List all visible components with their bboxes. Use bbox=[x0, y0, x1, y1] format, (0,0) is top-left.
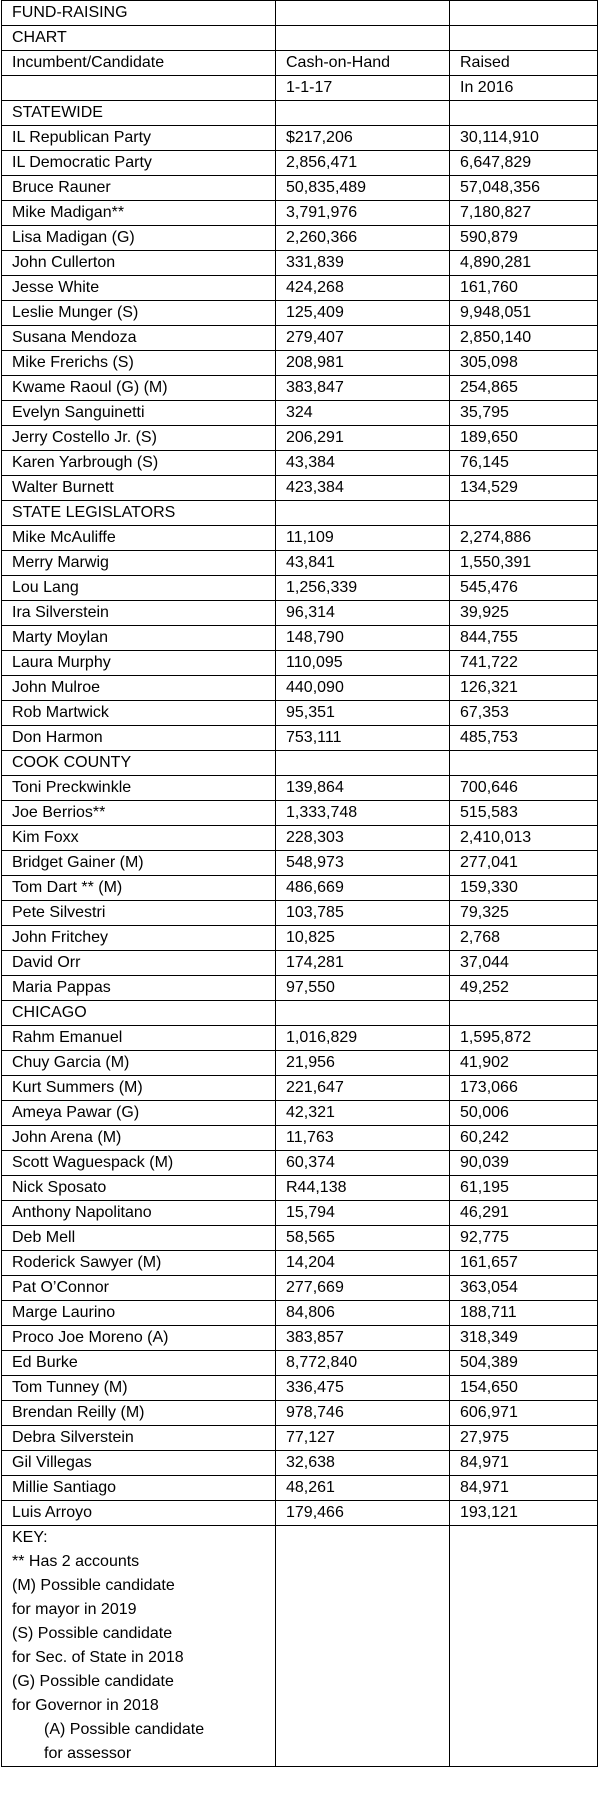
candidate-name-cell: Nick Sposato bbox=[2, 1176, 276, 1201]
raised-cell: 61,195 bbox=[450, 1176, 598, 1201]
table-row bbox=[2, 1351, 598, 1376]
candidate-name-cell: Don Harmon bbox=[2, 726, 276, 751]
cash-on-hand-cell: 336,475 bbox=[276, 1376, 450, 1401]
header-empty-cell bbox=[450, 26, 598, 51]
column-header-row-2 bbox=[2, 76, 598, 101]
candidate-name-cell: Rob Martwick bbox=[2, 701, 276, 726]
candidate-name-cell: Gil Villegas bbox=[2, 1451, 276, 1476]
raised-cell: 741,722 bbox=[450, 651, 598, 676]
table-row bbox=[2, 1451, 598, 1476]
key-line: for assessor bbox=[44, 1745, 132, 1762]
candidate-name-cell: Marge Laurino bbox=[2, 1301, 276, 1326]
table-row bbox=[2, 726, 598, 751]
cash-on-hand-cell: 548,973 bbox=[276, 851, 450, 876]
raised-cell: 4,890,281 bbox=[450, 251, 598, 276]
cash-on-hand-cell: 486,669 bbox=[276, 876, 450, 901]
section-empty-cell bbox=[450, 501, 598, 526]
candidate-name-cell: Laura Murphy bbox=[2, 651, 276, 676]
section-title: STATEWIDE bbox=[2, 101, 276, 126]
table-row bbox=[2, 651, 598, 676]
table-row bbox=[2, 1301, 598, 1326]
raised-cell: 188,711 bbox=[450, 1301, 598, 1326]
cash-on-hand-cell: 277,669 bbox=[276, 1276, 450, 1301]
candidate-name-cell: Debra Silverstein bbox=[2, 1426, 276, 1451]
table-row bbox=[2, 1326, 598, 1351]
raised-cell: 485,753 bbox=[450, 726, 598, 751]
cash-on-hand-cell: 139,864 bbox=[276, 776, 450, 801]
raised-cell: 700,646 bbox=[450, 776, 598, 801]
table-row bbox=[2, 226, 598, 251]
candidate-name-cell: Rahm Emanuel bbox=[2, 1026, 276, 1051]
table-row bbox=[2, 1126, 598, 1151]
candidate-name-cell: David Orr bbox=[2, 951, 276, 976]
cash-on-hand-cell: 440,090 bbox=[276, 676, 450, 701]
candidate-name-cell: Millie Santiago bbox=[2, 1476, 276, 1501]
key-empty-cell bbox=[450, 1526, 598, 1767]
candidate-name-cell: John Mulroe bbox=[2, 676, 276, 701]
candidate-name-cell: Kurt Summers (M) bbox=[2, 1076, 276, 1101]
cash-on-hand-cell: 228,303 bbox=[276, 826, 450, 851]
table-row bbox=[2, 526, 598, 551]
raised-cell: 2,410,013 bbox=[450, 826, 598, 851]
section-empty-cell bbox=[276, 751, 450, 776]
cash-on-hand-cell: 279,407 bbox=[276, 326, 450, 351]
column-header-name: Incumbent/Candidate bbox=[2, 51, 276, 76]
candidate-name-cell: Luis Arroyo bbox=[2, 1501, 276, 1526]
table-row bbox=[2, 926, 598, 951]
cash-on-hand-cell: 179,466 bbox=[276, 1501, 450, 1526]
section-empty-cell bbox=[276, 501, 450, 526]
raised-cell: 1,550,391 bbox=[450, 551, 598, 576]
raised-cell: 134,529 bbox=[450, 476, 598, 501]
candidate-name-cell: Roderick Sawyer (M) bbox=[2, 1251, 276, 1276]
cash-on-hand-cell: 11,109 bbox=[276, 526, 450, 551]
table-row bbox=[2, 701, 598, 726]
table-row bbox=[2, 1426, 598, 1451]
cash-on-hand-cell: 110,095 bbox=[276, 651, 450, 676]
key-line: for mayor in 2019 bbox=[12, 1601, 137, 1618]
cash-on-hand-cell: $217,206 bbox=[276, 126, 450, 151]
cash-on-hand-cell: 208,981 bbox=[276, 351, 450, 376]
raised-cell: 84,971 bbox=[450, 1476, 598, 1501]
table-row bbox=[2, 1151, 598, 1176]
table-row bbox=[2, 601, 598, 626]
raised-cell: 193,121 bbox=[450, 1501, 598, 1526]
candidate-name-cell: Susana Mendoza bbox=[2, 326, 276, 351]
cash-on-hand-cell: 753,111 bbox=[276, 726, 450, 751]
raised-cell: 84,971 bbox=[450, 1451, 598, 1476]
raised-cell: 277,041 bbox=[450, 851, 598, 876]
cash-on-hand-cell: 43,841 bbox=[276, 551, 450, 576]
raised-cell: 27,975 bbox=[450, 1426, 598, 1451]
cash-on-hand-cell: 978,746 bbox=[276, 1401, 450, 1426]
raised-cell: 41,902 bbox=[450, 1051, 598, 1076]
candidate-name-cell: Kwame Raoul (G) (M) bbox=[2, 376, 276, 401]
section-empty-cell bbox=[450, 1001, 598, 1026]
candidate-name-cell: Scott Waguespack (M) bbox=[2, 1151, 276, 1176]
raised-cell: 9,948,051 bbox=[450, 301, 598, 326]
raised-cell: 37,044 bbox=[450, 951, 598, 976]
raised-cell: 7,180,827 bbox=[450, 201, 598, 226]
raised-cell: 67,353 bbox=[450, 701, 598, 726]
section-empty-cell bbox=[276, 101, 450, 126]
table-body bbox=[2, 1, 598, 1767]
candidate-name-cell: Ed Burke bbox=[2, 1351, 276, 1376]
key-line: (S) Possible candidate bbox=[12, 1625, 173, 1642]
key-line: (G) Possible candidate bbox=[12, 1673, 174, 1690]
cash-on-hand-cell: 58,565 bbox=[276, 1226, 450, 1251]
candidate-name-cell: John Arena (M) bbox=[2, 1126, 276, 1151]
table-row bbox=[2, 801, 598, 826]
key-line: for Sec. of State in 2018 bbox=[12, 1649, 184, 1666]
cash-on-hand-cell: 174,281 bbox=[276, 951, 450, 976]
section-empty-cell bbox=[450, 101, 598, 126]
raised-cell: 2,274,886 bbox=[450, 526, 598, 551]
raised-cell: 1,595,872 bbox=[450, 1026, 598, 1051]
section-empty-cell bbox=[276, 1001, 450, 1026]
candidate-name-cell: Ira Silverstein bbox=[2, 601, 276, 626]
cash-on-hand-cell: 1,016,829 bbox=[276, 1026, 450, 1051]
chart-title-line2: CHART bbox=[2, 26, 276, 51]
cash-on-hand-cell: 221,647 bbox=[276, 1076, 450, 1101]
column-header-cash-date: 1-1-17 bbox=[276, 76, 450, 101]
raised-cell: 2,850,140 bbox=[450, 326, 598, 351]
cash-on-hand-cell: 11,763 bbox=[276, 1126, 450, 1151]
header-title-row-2 bbox=[2, 26, 598, 51]
cash-on-hand-cell: 77,127 bbox=[276, 1426, 450, 1451]
candidate-name-cell: Chuy Garcia (M) bbox=[2, 1051, 276, 1076]
table-row bbox=[2, 276, 598, 301]
raised-cell: 305,098 bbox=[450, 351, 598, 376]
cash-on-hand-cell: 331,839 bbox=[276, 251, 450, 276]
raised-cell: 545,476 bbox=[450, 576, 598, 601]
cash-on-hand-cell: 383,857 bbox=[276, 1326, 450, 1351]
key-row bbox=[2, 1526, 598, 1767]
cash-on-hand-cell: 1,333,748 bbox=[276, 801, 450, 826]
cash-on-hand-cell: 84,806 bbox=[276, 1301, 450, 1326]
cash-on-hand-cell: R44,138 bbox=[276, 1176, 450, 1201]
cash-on-hand-cell: 96,314 bbox=[276, 601, 450, 626]
candidate-name-cell: Kim Foxx bbox=[2, 826, 276, 851]
table-row bbox=[2, 1251, 598, 1276]
column-header-raised-year: In 2016 bbox=[450, 76, 598, 101]
cash-on-hand-cell: 1,256,339 bbox=[276, 576, 450, 601]
cash-on-hand-cell: 324 bbox=[276, 401, 450, 426]
section-header-row bbox=[2, 751, 598, 776]
candidate-name-cell: Anthony Napolitano bbox=[2, 1201, 276, 1226]
raised-cell: 79,325 bbox=[450, 901, 598, 926]
raised-cell: 504,389 bbox=[450, 1351, 598, 1376]
key-line: KEY: bbox=[12, 1529, 48, 1546]
table-row bbox=[2, 826, 598, 851]
header-empty-cell bbox=[276, 26, 450, 51]
raised-cell: 606,971 bbox=[450, 1401, 598, 1426]
section-title: COOK COUNTY bbox=[2, 751, 276, 776]
candidate-name-cell: Pat O’Connor bbox=[2, 1276, 276, 1301]
raised-cell: 161,760 bbox=[450, 276, 598, 301]
candidate-name-cell: Bruce Rauner bbox=[2, 176, 276, 201]
section-title: STATE LEGISLATORS bbox=[2, 501, 276, 526]
raised-cell: 35,795 bbox=[450, 401, 598, 426]
table-row bbox=[2, 1376, 598, 1401]
table-row bbox=[2, 1276, 598, 1301]
table-row bbox=[2, 976, 598, 1001]
table-row bbox=[2, 476, 598, 501]
section-header-row bbox=[2, 101, 598, 126]
table-row bbox=[2, 1401, 598, 1426]
table-row bbox=[2, 776, 598, 801]
header-empty-cell bbox=[276, 1, 450, 26]
cash-on-hand-cell: 97,550 bbox=[276, 976, 450, 1001]
table-row bbox=[2, 126, 598, 151]
table-row bbox=[2, 1051, 598, 1076]
chart-title-line1: FUND-RAISING bbox=[2, 1, 276, 26]
raised-cell: 173,066 bbox=[450, 1076, 598, 1101]
key-line: ** Has 2 accounts bbox=[12, 1553, 140, 1570]
table-row bbox=[2, 1101, 598, 1126]
candidate-name-cell: IL Democratic Party bbox=[2, 151, 276, 176]
section-empty-cell bbox=[450, 751, 598, 776]
raised-cell: 126,321 bbox=[450, 676, 598, 701]
section-title: CHICAGO bbox=[2, 1001, 276, 1026]
raised-cell: 318,349 bbox=[450, 1326, 598, 1351]
table-row bbox=[2, 876, 598, 901]
raised-cell: 57,048,356 bbox=[450, 176, 598, 201]
raised-cell: 39,925 bbox=[450, 601, 598, 626]
candidate-name-cell: Mike McAuliffe bbox=[2, 526, 276, 551]
candidate-name-cell: Merry Marwig bbox=[2, 551, 276, 576]
candidate-name-cell: John Cullerton bbox=[2, 251, 276, 276]
candidate-name-cell: Toni Preckwinkle bbox=[2, 776, 276, 801]
raised-cell: 154,650 bbox=[450, 1376, 598, 1401]
raised-cell: 844,755 bbox=[450, 626, 598, 651]
cash-on-hand-cell: 10,825 bbox=[276, 926, 450, 951]
candidate-name-cell: Mike Madigan** bbox=[2, 201, 276, 226]
column-header-row bbox=[2, 51, 598, 76]
table-row bbox=[2, 901, 598, 926]
table-row bbox=[2, 426, 598, 451]
candidate-name-cell: Jerry Costello Jr. (S) bbox=[2, 426, 276, 451]
raised-cell: 515,583 bbox=[450, 801, 598, 826]
fund-raising-table bbox=[1, 0, 598, 1767]
header-title-row bbox=[2, 1, 598, 26]
candidate-name-cell: Leslie Munger (S) bbox=[2, 301, 276, 326]
candidate-name-cell: IL Republican Party bbox=[2, 126, 276, 151]
table-row bbox=[2, 951, 598, 976]
candidate-name-cell: Tom Dart ** (M) bbox=[2, 876, 276, 901]
candidate-name-cell: Marty Moylan bbox=[2, 626, 276, 651]
candidate-name-cell: Evelyn Sanguinetti bbox=[2, 401, 276, 426]
cash-on-hand-cell: 423,384 bbox=[276, 476, 450, 501]
key-legend bbox=[2, 1526, 276, 1767]
section-header-row bbox=[2, 501, 598, 526]
cash-on-hand-cell: 95,351 bbox=[276, 701, 450, 726]
raised-cell: 60,242 bbox=[450, 1126, 598, 1151]
cash-on-hand-cell: 60,374 bbox=[276, 1151, 450, 1176]
key-line: (M) Possible candidate bbox=[12, 1577, 175, 1594]
cash-on-hand-cell: 21,956 bbox=[276, 1051, 450, 1076]
table-row bbox=[2, 1026, 598, 1051]
table-row bbox=[2, 1226, 598, 1251]
key-line: (A) Possible candidate bbox=[44, 1721, 205, 1738]
table-row bbox=[2, 1501, 598, 1526]
candidate-name-cell: Joe Berrios** bbox=[2, 801, 276, 826]
table-row bbox=[2, 676, 598, 701]
table-row bbox=[2, 151, 598, 176]
cash-on-hand-cell: 50,835,489 bbox=[276, 176, 450, 201]
cash-on-hand-cell: 383,847 bbox=[276, 376, 450, 401]
raised-cell: 76,145 bbox=[450, 451, 598, 476]
cash-on-hand-cell: 43,384 bbox=[276, 451, 450, 476]
raised-cell: 90,039 bbox=[450, 1151, 598, 1176]
column-header-raised: Raised bbox=[450, 51, 598, 76]
cash-on-hand-cell: 2,856,471 bbox=[276, 151, 450, 176]
raised-cell: 159,330 bbox=[450, 876, 598, 901]
table-row bbox=[2, 1201, 598, 1226]
candidate-name-cell: Mike Frerichs (S) bbox=[2, 351, 276, 376]
candidate-name-cell: Walter Burnett bbox=[2, 476, 276, 501]
raised-cell: 6,647,829 bbox=[450, 151, 598, 176]
candidate-name-cell: Lou Lang bbox=[2, 576, 276, 601]
table-row bbox=[2, 451, 598, 476]
raised-cell: 363,054 bbox=[450, 1276, 598, 1301]
raised-cell: 49,252 bbox=[450, 976, 598, 1001]
candidate-name-cell: Lisa Madigan (G) bbox=[2, 226, 276, 251]
table-row bbox=[2, 201, 598, 226]
raised-cell: 46,291 bbox=[450, 1201, 598, 1226]
candidate-name-cell: Jesse White bbox=[2, 276, 276, 301]
raised-cell: 590,879 bbox=[450, 226, 598, 251]
key-line: for Governor in 2018 bbox=[12, 1697, 159, 1714]
raised-cell: 189,650 bbox=[450, 426, 598, 451]
cash-on-hand-cell: 424,268 bbox=[276, 276, 450, 301]
cash-on-hand-cell: 148,790 bbox=[276, 626, 450, 651]
table-row bbox=[2, 176, 598, 201]
cash-on-hand-cell: 103,785 bbox=[276, 901, 450, 926]
cash-on-hand-cell: 125,409 bbox=[276, 301, 450, 326]
raised-cell: 50,006 bbox=[450, 1101, 598, 1126]
cash-on-hand-cell: 15,794 bbox=[276, 1201, 450, 1226]
table-row bbox=[2, 1076, 598, 1101]
candidate-name-cell: John Fritchey bbox=[2, 926, 276, 951]
table-row bbox=[2, 851, 598, 876]
candidate-name-cell: Brendan Reilly (M) bbox=[2, 1401, 276, 1426]
table-row bbox=[2, 1176, 598, 1201]
table-row bbox=[2, 551, 598, 576]
table-row bbox=[2, 626, 598, 651]
table-row bbox=[2, 326, 598, 351]
header-empty-cell bbox=[2, 76, 276, 101]
candidate-name-cell: Tom Tunney (M) bbox=[2, 1376, 276, 1401]
cash-on-hand-cell: 8,772,840 bbox=[276, 1351, 450, 1376]
header-empty-cell bbox=[450, 1, 598, 26]
candidate-name-cell: Proco Joe Moreno (A) bbox=[2, 1326, 276, 1351]
raised-cell: 161,657 bbox=[450, 1251, 598, 1276]
candidate-name-cell: Maria Pappas bbox=[2, 976, 276, 1001]
candidate-name-cell: Bridget Gainer (M) bbox=[2, 851, 276, 876]
cash-on-hand-cell: 42,321 bbox=[276, 1101, 450, 1126]
cash-on-hand-cell: 48,261 bbox=[276, 1476, 450, 1501]
column-header-cash: Cash-on-Hand bbox=[276, 51, 450, 76]
candidate-name-cell: Karen Yarbrough (S) bbox=[2, 451, 276, 476]
raised-cell: 2,768 bbox=[450, 926, 598, 951]
raised-cell: 254,865 bbox=[450, 376, 598, 401]
cash-on-hand-cell: 2,260,366 bbox=[276, 226, 450, 251]
table-row bbox=[2, 376, 598, 401]
candidate-name-cell: Ameya Pawar (G) bbox=[2, 1101, 276, 1126]
table-row bbox=[2, 401, 598, 426]
table-row bbox=[2, 1476, 598, 1501]
table-row bbox=[2, 576, 598, 601]
cash-on-hand-cell: 206,291 bbox=[276, 426, 450, 451]
table-row bbox=[2, 301, 598, 326]
cash-on-hand-cell: 14,204 bbox=[276, 1251, 450, 1276]
table-row bbox=[2, 351, 598, 376]
raised-cell: 30,114,910 bbox=[450, 126, 598, 151]
cash-on-hand-cell: 3,791,976 bbox=[276, 201, 450, 226]
candidate-name-cell: Pete Silvestri bbox=[2, 901, 276, 926]
raised-cell: 92,775 bbox=[450, 1226, 598, 1251]
key-empty-cell bbox=[276, 1526, 450, 1767]
table-row bbox=[2, 251, 598, 276]
section-header-row bbox=[2, 1001, 598, 1026]
candidate-name-cell: Deb Mell bbox=[2, 1226, 276, 1251]
cash-on-hand-cell: 32,638 bbox=[276, 1451, 450, 1476]
